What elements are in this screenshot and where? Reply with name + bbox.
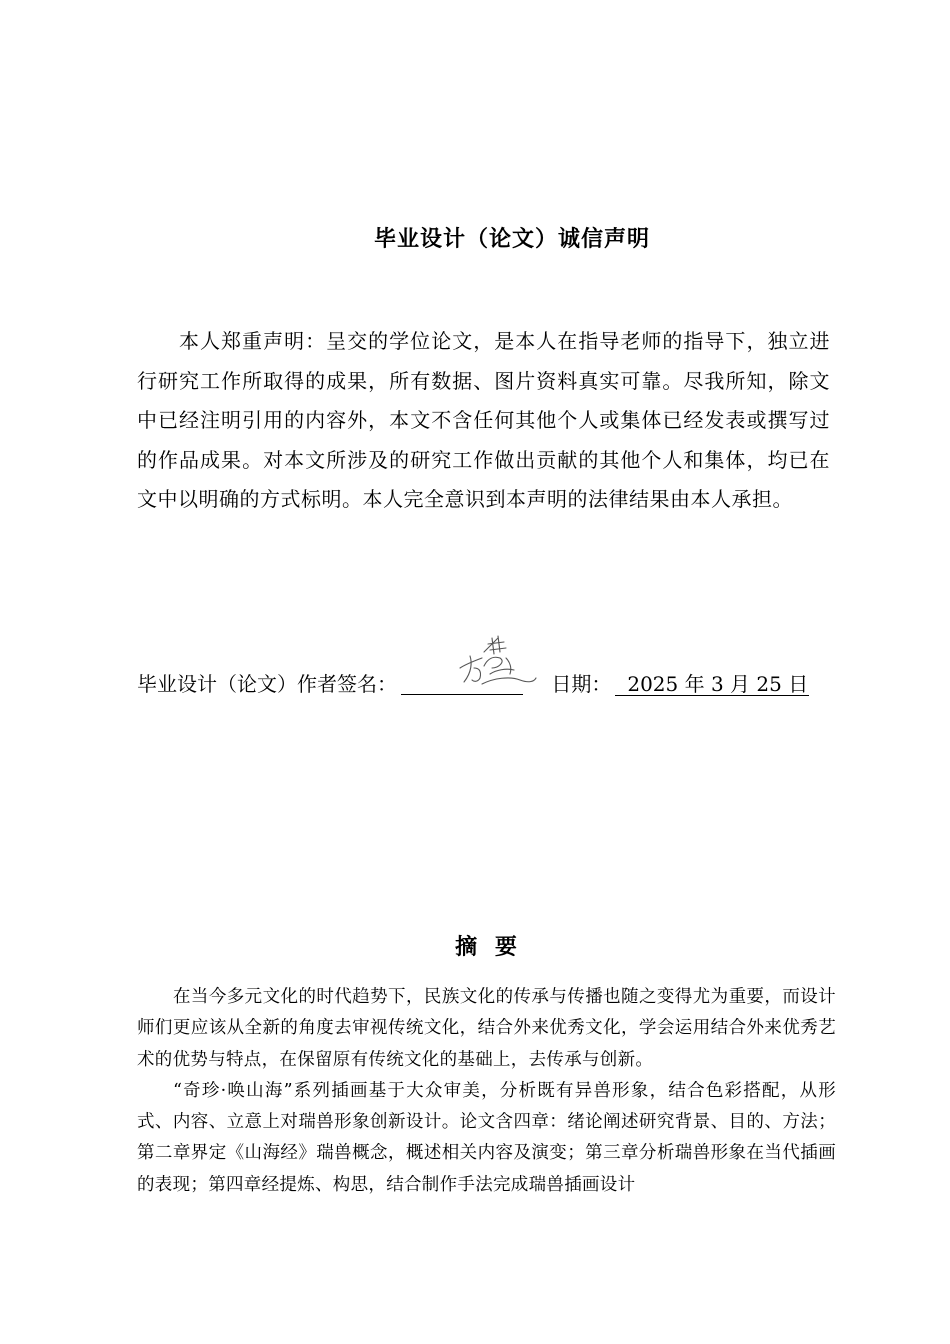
declaration-body: 本人郑重声明：呈交的学位论文，是本人在指导老师的指导下，独立进行研究工作所取得的成果，所有数据、图片资料真实可靠。尽我所知，除文中已经注明引用的内容外，本文不含任何其他个人或集体已经发表或撰写过的作品成果。对本文所涉及的研究工作做出贡献的其他个人和集体，均已在文中以明确的方式标明。本人完全意识到本声明的法律结果由本人承担。 bbox=[137, 329, 830, 511]
abstract-body bbox=[137, 982, 836, 1201]
abstract-paragraph: 在当今多元文化的时代趋势下，民族文化的传承与传播也随之变得尤为重要，而设计师们更应该从全新的角度去审视传统文化，结合外来优秀文化，学会运用结合外来优秀艺术的优势与特点，在保留原有传统文化的基础上，去传承与创新。 bbox=[137, 987, 836, 1070]
handwritten-signature bbox=[454, 628, 538, 690]
date-label: 日期： bbox=[551, 672, 612, 696]
abstract-title: 摘 要 bbox=[455, 935, 517, 960]
date-value: 2025 年 3 月 25 日 bbox=[615, 673, 809, 696]
signature-label: 毕业设计（论文）作者签名： bbox=[137, 672, 397, 696]
abstract-paragraph: “奇珍·唤山海”系列插画基于大众审美，分析既有异兽形象，结合色彩搭配，从形式、内容、立意上对瑞兽形象创新设计。论文含四章：绪论阐述研究背景、目的、方法；第二章界定《山海经》瑞兽概念，概述相关内容及演变；第三章分析瑞兽形象在当代插画的表现；第四章经提炼、构思，结合制作手法完成瑞兽插画设计 bbox=[137, 1080, 836, 1195]
declaration-title: 毕业设计（论文）诚信声明 bbox=[373, 227, 650, 252]
